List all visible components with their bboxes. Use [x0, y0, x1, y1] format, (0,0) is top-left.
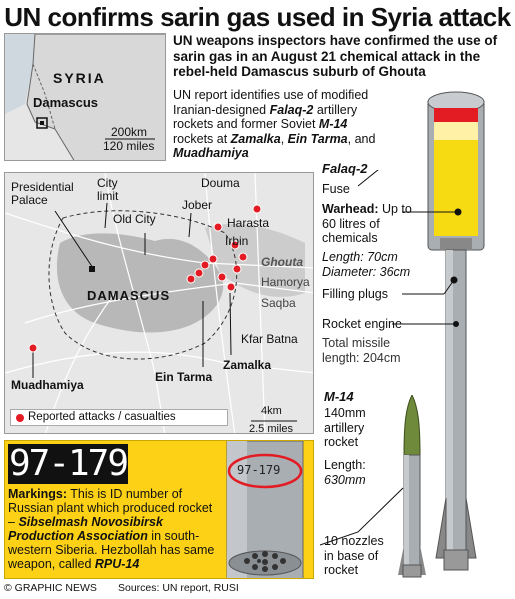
lead-paragraph: UN weapons inspectors have confirmed the use of sarin gas in an August 21 chemical attack in the rebel-held Damascus suburb of Ghouta — [173, 33, 498, 79]
locator-map — [4, 33, 166, 161]
label-saqba: Saqba — [261, 296, 296, 310]
label-city-limit: City limit — [97, 176, 119, 203]
locator-country-label: SYRIA — [53, 70, 106, 86]
label-presidential-palace: Presidential Palace — [11, 180, 74, 207]
report-text-2: artillery rockets and former Soviet — [173, 102, 358, 131]
label-zamalka: Zamalka — [223, 358, 272, 372]
markings-text-1: This is ID number of Russian plant which produced rocket – — [8, 487, 213, 529]
map-scale-mi: 2.5 miles — [249, 423, 294, 434]
report-text-1: UN report identifies use of modified Iranian-designed — [173, 88, 369, 117]
footer-credit: © GRAPHIC NEWS — [4, 582, 97, 594]
label-douma: Douma — [201, 176, 240, 190]
markings-plant: Sibselmash Novosibirsk Production Association — [8, 515, 163, 543]
report-m14: M-14 — [318, 117, 348, 131]
falaq2-filling-plugs: Filling plugs — [322, 287, 389, 301]
report-ein-tarma: Ein Tarma — [287, 131, 348, 146]
damascus-map — [4, 172, 314, 434]
legend-text: Reported attacks / casualties — [28, 411, 176, 423]
report-zamalka: Zamalka — [230, 131, 281, 146]
report-muadhamiya: Muadhamiya — [173, 146, 249, 160]
markings-rpu: RPU-14 — [94, 557, 140, 571]
rocket-base-graphic — [215, 441, 314, 579]
m14-length-label: Length: — [324, 458, 366, 472]
map-scale-km: 4km — [261, 405, 282, 417]
label-hamorya: Hamorya — [261, 275, 310, 289]
page-title: UN confirms sarin gas used in Syria attack — [4, 2, 511, 32]
falaq2-diameter: Diameter: 36cm — [322, 265, 411, 279]
label-damascus: DAMASCUS — [87, 288, 171, 303]
locator-scale-km: 200km — [111, 125, 148, 139]
report-text-3: rockets at — [173, 131, 231, 146]
markings-text-2: in south-western Siberia. Hezbollah has same weapon, called — [8, 529, 215, 571]
falaq2-name: Falaq-2 — [322, 161, 368, 176]
label-irbin: Irbin — [225, 234, 249, 248]
label-kfar-batna: Kfar Batna — [241, 332, 298, 346]
falaq2-total-length: Total missile length: 204cm — [322, 336, 401, 365]
label-muadhamiya: Muadhamiya — [11, 378, 84, 392]
report-sep-2: , and — [347, 131, 376, 146]
engine-leader — [392, 318, 462, 330]
footer-sources: Sources: UN report, RUSI — [118, 582, 239, 594]
markings-number: 97-179 — [8, 443, 128, 484]
nozzle-leader — [318, 470, 428, 560]
falaq2-fuse-label: Fuse — [322, 182, 350, 196]
falaq2-engine: Rocket engine — [322, 317, 402, 331]
markings-text — [8, 487, 218, 571]
map-legend — [10, 409, 228, 426]
locator-scale-mi: 120 miles — [103, 139, 155, 153]
falaq2-warhead-head: Warhead: — [322, 202, 379, 216]
locator-city-label: Damascus — [33, 95, 99, 110]
label-harasta: Harasta — [227, 216, 270, 230]
report-falaq: Falaq-2 — [269, 102, 314, 117]
falaq2-warhead-label — [322, 202, 422, 246]
markings-stamp: 97-179 — [237, 463, 281, 477]
attack-dot-icon — [16, 414, 24, 422]
report-sep-1: , — [280, 131, 288, 146]
label-ein-tarma: Ein Tarma — [155, 370, 213, 384]
label-old-city: Old City — [113, 212, 156, 226]
label-ghouta: Ghouta — [261, 255, 303, 269]
m14-length-value: 630mm — [324, 473, 366, 487]
report-paragraph — [173, 88, 383, 161]
markings-heading: Markings: — [8, 487, 68, 501]
label-jober: Jober — [182, 198, 213, 212]
m14-nozzles: 10 nozzles in base of rocket — [324, 534, 384, 577]
m14-description: 140mm artillery rocket — [324, 406, 366, 449]
falaq2-warhead-text: Up to 60 litres of chemicals — [322, 202, 412, 245]
m14-name: M-14 — [324, 389, 354, 404]
falaq2-length: Length: 70cm — [322, 250, 398, 264]
